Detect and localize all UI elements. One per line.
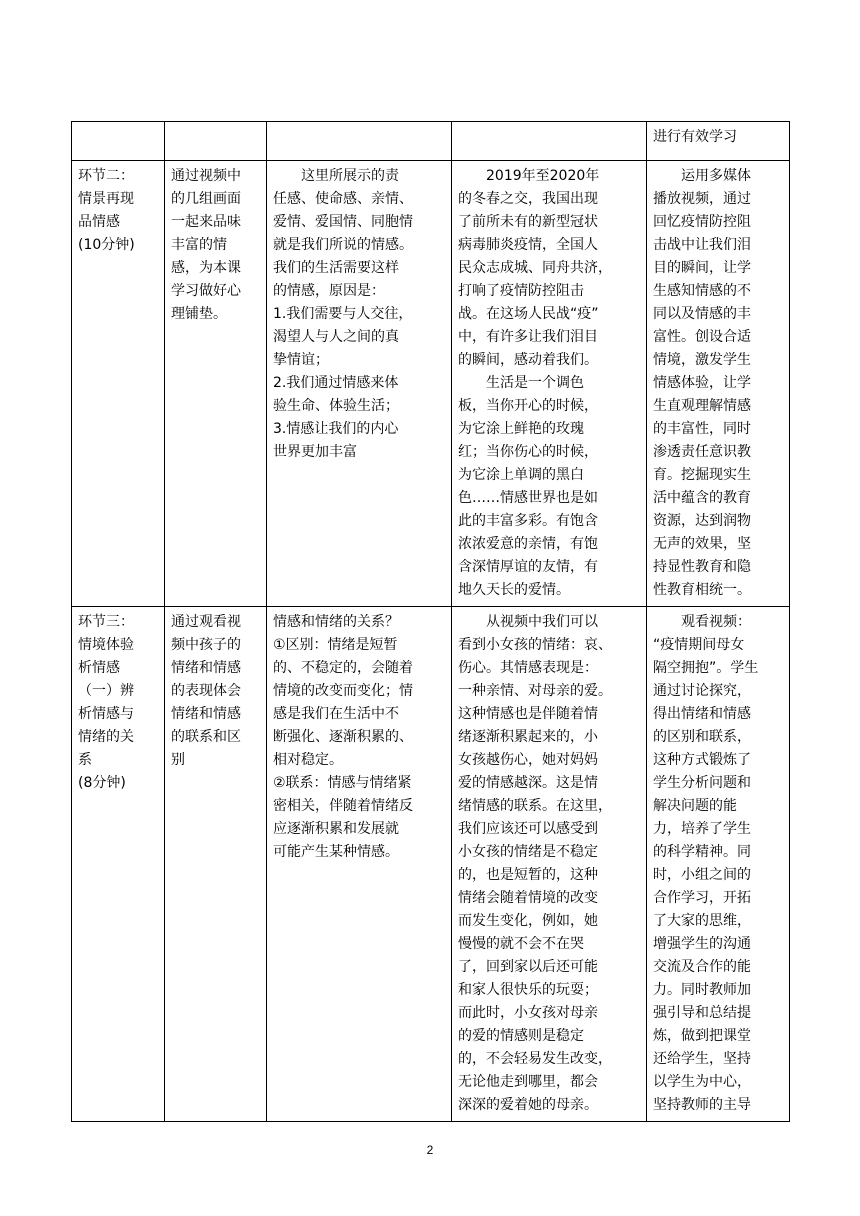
table-cell [165,122,267,161]
cell-line: 的情感，原因是： [273,283,385,299]
cell-line: 这种情感也是伴随着情 [458,706,598,722]
cell-line: 2.我们通过情感来体 [273,375,399,391]
lesson-plan-table [71,121,790,1122]
cell-line: 通过视频中 [171,168,241,184]
page-number: 2 [426,1143,434,1157]
cell-line: 民众志成城、同舟共济， [458,260,612,276]
cell-line: 一种亲情、对母亲的爱。 [458,683,612,699]
cell-line: 的丰富性，同时 [653,421,751,437]
table-row [72,161,790,607]
cell-line: 的区别和联系， [653,729,751,745]
cell-line: 情绪的关 [78,729,134,745]
cell-line: 时，小组之间的 [653,867,751,883]
cell-line: 别 [171,752,185,768]
table-cell [452,122,647,161]
teacher-cell [267,161,452,607]
cell-line: 3.情感让我们的内心 [273,421,399,437]
cell-line: 隔空拥抱”。学生 [653,660,759,676]
cell-line: 从视频中我们可以 [458,614,598,630]
cell-line: 合作学习，开拓 [653,890,751,906]
cell-line: 力，培养了学生 [653,821,751,837]
design-cell [647,607,790,1122]
stage-cell [72,161,165,607]
cell-line: 的，也是短暂的，这种 [458,867,598,883]
cell-line: 理铺垫。 [171,306,227,322]
cell-line: 回忆疫情防控阻 [653,214,751,230]
cell-line: 析情感与 [78,706,134,722]
cell-line: 情感体验，让学 [653,375,751,391]
cell-line: 色……情感世界也是如 [458,490,598,506]
table-row [72,607,790,1122]
cell-line: 资源，达到润物 [653,513,751,529]
cell-line: 性教育相统一。 [653,582,751,598]
cell-line: 和家人很快乐的玩耍； [458,982,598,998]
cell-line: 的表现体会 [171,683,241,699]
table-cell [647,122,790,161]
cell-line: 我们应该还可以感受到 [458,821,598,837]
cell-line: 增强学生的沟通 [653,936,751,952]
cell-line: 生直观理解情感 [653,398,751,414]
cell-line: 频中孩子的 [171,637,241,653]
cell-line: 通过观看视 [171,614,241,630]
cell-line: 可能产生某种情感。 [273,844,399,860]
cell-line: 验生命、体验生活； [273,398,399,414]
cell-line: 强引导和总结提 [653,1005,751,1021]
cell-line: 的、不稳定的，会随着 [273,660,413,676]
cell-line: 任感、使命感、亲情、 [273,191,413,207]
table-row [72,122,790,161]
cell-line: 环节二： [78,168,134,184]
cell-line: 击战中让我们泪 [653,237,751,253]
cell-line: 生感知情感的不 [653,283,751,299]
goal-cell [165,161,267,607]
stage-cell [72,607,165,1122]
cell-line: 含深情厚谊的友情，有 [458,559,598,575]
cell-line: 的瞬间，感动着我们。 [458,352,598,368]
cell-line: 富性。创设合适 [653,329,751,345]
student-cell [452,607,647,1122]
cell-line: 丰富的情 [171,237,227,253]
cell-line: 环节三： [78,614,134,630]
cell-line: 深深的爱着她的母亲。 [458,1097,598,1113]
cell-line: 2019年至2020年 [458,168,600,184]
cell-line: 战。在这场人民战“疫” [458,306,599,322]
design-cell [647,161,790,607]
cell-line: 绪逐渐积累起来的，小 [458,729,598,745]
cell-line: 的冬春之交，我国出现 [458,191,598,207]
cell-line: 为它涂上单调的黑白 [458,467,584,483]
cell-line: 得出情绪和情感 [653,706,751,722]
cell-line: 感，为本课 [171,260,241,276]
cell-line: 的，不会轻易发生改变， [458,1051,612,1067]
cell-line: 这种方式锻炼了 [653,752,751,768]
cell-line: 看到小女孩的情绪：哀、 [458,637,612,653]
cell-line: 情绪会随着情境的改变 [458,890,598,906]
cell-line: 活中蕴含的教育 [653,490,751,506]
cell-line: 世界更加丰富 [273,444,357,460]
cell-line: ②联系：情感与情绪紧 [273,775,412,791]
cell-line: 板，当你开心的时候， [458,398,598,414]
cell-line: 通过讨论探究， [653,683,751,699]
cell-line: 进行有效学习 [653,129,737,145]
cell-line: 密相关，伴随着情绪反 [273,798,413,814]
cell-line: 感是我们在生活中不 [273,706,399,722]
cell-line: 情景再现 [78,191,134,207]
cell-line: 析情感 [78,660,120,676]
cell-line: 情绪和情感 [171,660,241,676]
cell-line: (10分钟) [78,237,135,253]
cell-line: 病毒肺炎疫情，全国人 [458,237,598,253]
cell-line: 的科学精神。同 [653,844,751,860]
cell-line: 这里所展示的责 [273,168,399,184]
cell-line: 了前所未有的新型冠状 [458,214,598,230]
cell-line: 慢慢的就不会不在哭 [458,936,584,952]
table-cell [267,122,452,161]
cell-line: 交流及合作的能 [653,959,751,975]
cell-line: 观看视频： [653,614,751,630]
cell-line: 运用多媒体 [653,168,751,184]
cell-line: 我们的生活需要这样 [273,260,399,276]
cell-line: 而发生变化，例如，她 [458,913,598,929]
cell-line: 女孩越伤心，她对妈妈 [458,752,598,768]
cell-line: 一起来品味 [171,214,241,230]
cell-line: 而此时，小女孩对母亲 [458,1005,598,1021]
cell-line: 情绪和情感 [171,706,241,722]
cell-line: 坚持教师的主导 [653,1097,751,1113]
cell-line: ①区别：情绪是短暂 [273,637,398,653]
cell-line: 情感和情绪的关系？ [273,614,399,630]
cell-line: 的爱的情感则是稳定 [458,1028,584,1044]
cell-line: 情境，激发学生 [653,352,751,368]
cell-line: 炼，做到把课堂 [653,1028,751,1044]
cell-line: 红；当你伤心的时候， [458,444,598,460]
cell-line: 无声的效果，坚 [653,536,751,552]
cell-line: 爱的情感越深。这是情 [458,775,598,791]
cell-line: 此的丰富多彩。有饱含 [458,513,598,529]
cell-line: 持显性教育和隐 [653,559,751,575]
table-cell [72,122,165,161]
cell-line: 浓浓爱意的亲情，有饱 [458,536,598,552]
cell-line: 挚情谊； [273,352,329,368]
cell-line: 目的瞬间，让学 [653,260,751,276]
cell-line: 爱情、爱国情、同胞情 [273,214,413,230]
cell-line: 学习做好心 [171,283,241,299]
cell-line: 无论他走到哪里，都会 [458,1074,598,1090]
cell-line: 打响了疫情防控阻击 [458,283,584,299]
cell-line: 的联系和区 [171,729,241,745]
cell-line: 了，回到家以后还可能 [458,959,598,975]
cell-line: 就是我们所说的情感。 [273,237,413,253]
cell-line: 系 [78,752,92,768]
student-cell [452,161,647,607]
cell-line: (8分钟) [78,775,126,791]
cell-line: 育。挖掘现实生 [653,467,751,483]
cell-line: 地久天长的爱情。 [458,582,570,598]
cell-line: 1.我们需要与人交往， [273,306,413,322]
cell-line: 应逐渐积累和发展就 [273,821,399,837]
cell-line: 的几组画面 [171,191,241,207]
cell-line: 渴望人与人之间的真 [273,329,399,345]
cell-line: 渗透责任意识教 [653,444,751,460]
cell-line: 断强化、逐渐积累的、 [273,729,413,745]
teacher-cell [267,607,452,1122]
cell-line: 品情感 [78,214,120,230]
cell-line: 了大家的思维， [653,913,751,929]
cell-line: 力。同时教师加 [653,982,751,998]
cell-line: 小女孩的情绪是不稳定 [458,844,598,860]
cell-line: “疫情期间母女 [653,637,745,653]
cell-line: 情境体验 [78,637,134,653]
cell-line: 播放视频，通过 [653,191,751,207]
cell-line: 中，有许多让我们泪目 [458,329,598,345]
goal-cell [165,607,267,1122]
cell-line: 生活是一个调色 [458,375,584,391]
cell-line: 绪情感的联系。在这里， [458,798,612,814]
cell-line: 解决问题的能 [653,798,737,814]
cell-line: 情境的改变而变化；情 [273,683,413,699]
cell-line: 学生分析问题和 [653,775,751,791]
cell-line: 伤心。其情感表现是： [458,660,598,676]
cell-line: 相对稳定。 [273,752,343,768]
cell-line: 还给学生，坚持 [653,1051,751,1067]
cell-line: （一）辨 [78,683,134,699]
cell-line: 为它涂上鲜艳的玫瑰 [458,421,584,437]
cell-line: 同以及情感的丰 [653,306,751,322]
cell-line: 以学生为中心， [653,1074,751,1090]
